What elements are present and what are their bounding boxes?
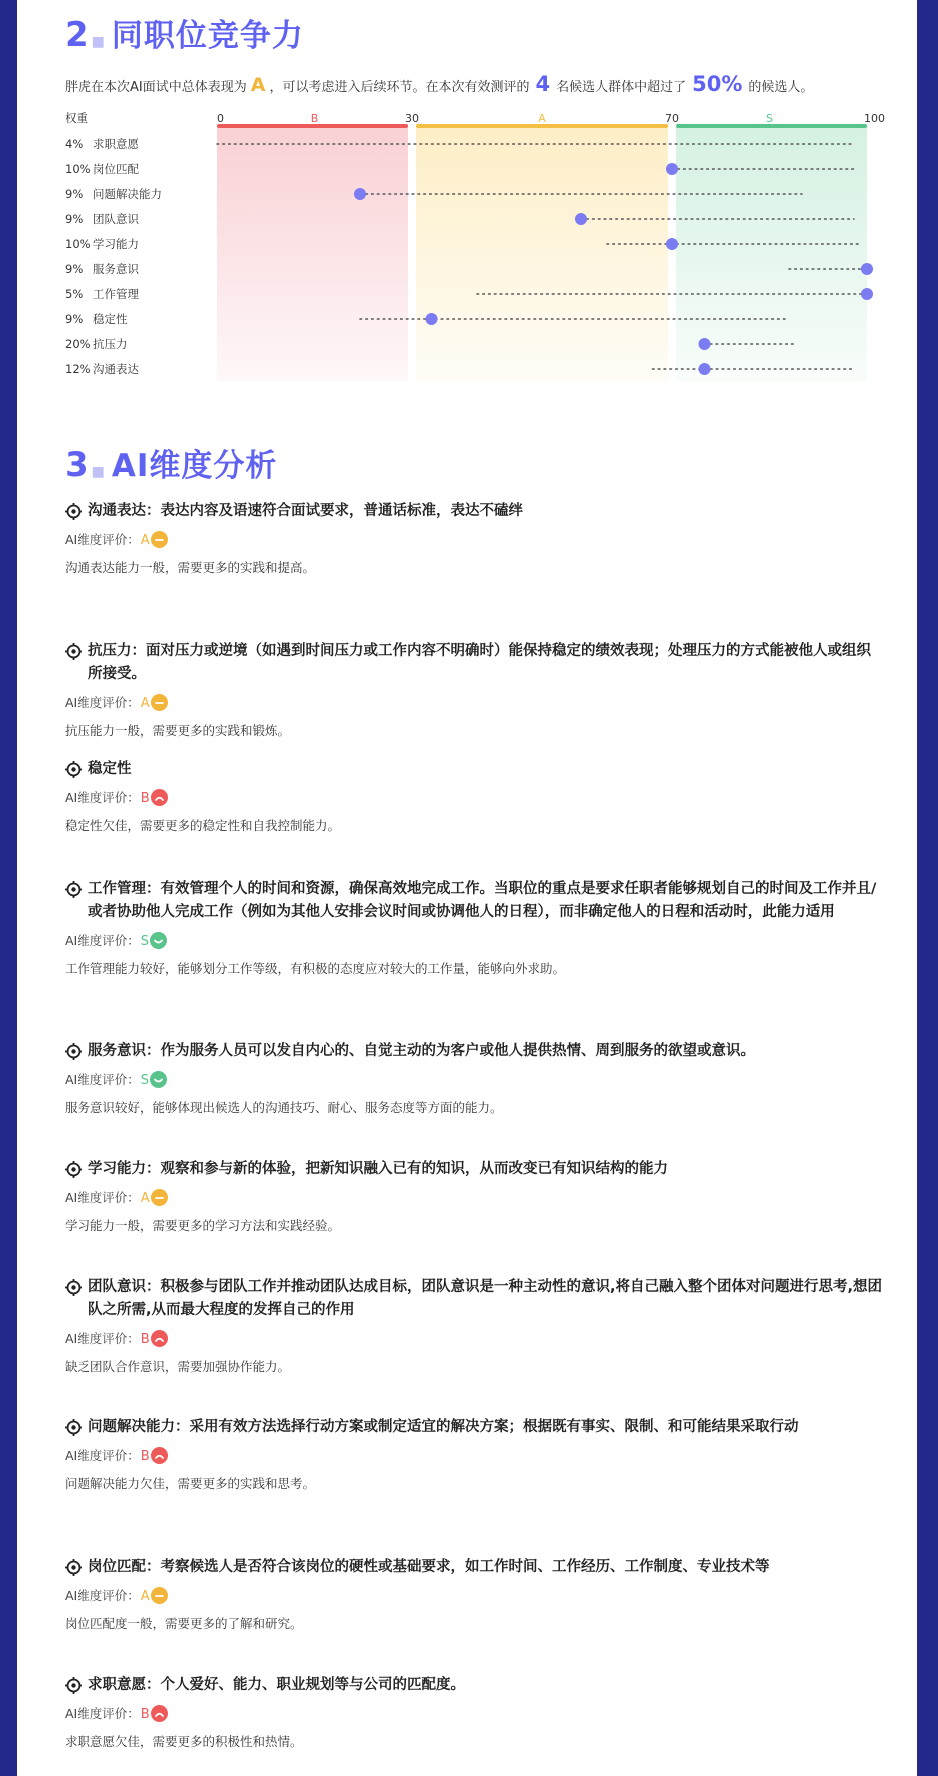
evaluation-grade: A (140, 533, 150, 548)
dimension-title (65, 1416, 885, 1439)
dimension-title-text: 抗压力：面对压力或逆境（如遇到时间压力或工作内容不明确时）能保持稳定的绩效表现；处理压力的方式能被他人或组织所接受。 (88, 643, 871, 682)
summary-text (65, 72, 813, 96)
dimension-title (65, 500, 885, 523)
target-icon (65, 1161, 82, 1178)
axis-tick-0: 0 (217, 112, 224, 125)
evaluation-label: AI维度评价： (65, 1072, 140, 1087)
evaluation-grade: B (140, 1449, 150, 1464)
grade-face-icon (151, 1587, 168, 1604)
target-icon (65, 643, 82, 660)
row-name: 服务意识 (93, 262, 139, 276)
row-score-point (354, 188, 366, 200)
weight-header: 权重 (65, 111, 88, 125)
row-score-point (666, 163, 678, 175)
row-name: 求职意愿 (93, 137, 139, 151)
row-score-point (426, 313, 438, 325)
section-2-number: 2 (65, 15, 90, 55)
dimension-card (65, 1674, 885, 1750)
dimension-title-text: 工作管理：有效管理个人的时间和资源，确保高效地完成工作。当职位的重点是要求任职者能够规划自己的时间及工作并且/或者协助他人完成工作（例如为其他人安排会议时间或协调他人的日程），而非确定他人的日程和活动时，此能力适用 (88, 881, 877, 920)
overall-grade: A (250, 74, 266, 96)
dimension-title-text: 学习能力：观察和参与新的体验，把新知识融入已有的知识，从而改变已有知识结构的能力 (88, 1161, 668, 1177)
dimension-title-text: 岗位匹配：考察候选人是否符合该岗位的硬性或基础要求，如工作时间、工作经历、工作制度、专业技术等 (88, 1559, 770, 1575)
grade-face-icon (151, 694, 168, 711)
dimension-card (65, 1040, 885, 1116)
target-icon (65, 1419, 82, 1436)
summary-part-2: ，可以考虑进入后续环节。在本次有效测评的 (269, 80, 530, 95)
dimension-evaluation (65, 531, 885, 549)
row-score-point (575, 213, 587, 225)
dimension-title (65, 1674, 885, 1697)
grade-face-icon (151, 531, 168, 548)
dimension-card (65, 1556, 885, 1632)
band-B-label: B (310, 112, 319, 125)
dimension-title-text: 稳定性 (88, 761, 132, 777)
section-3-number: 3 (65, 445, 90, 485)
axis-tick-100: 100 (864, 112, 885, 125)
row-weight: 20% (65, 337, 91, 351)
dimension-evaluation (65, 932, 885, 950)
evaluation-label: AI维度评价： (65, 1331, 140, 1346)
dimension-title (65, 1556, 885, 1579)
dimension-evaluation (65, 1071, 885, 1089)
axis-tick-30: 30 (405, 112, 419, 125)
dimension-title-text: 沟通表达：表达内容及语速符合面试要求，普通话标准，表达不磕绊 (88, 503, 523, 519)
dimension-description: 缺乏团队合作意识，需要加强协作能力。 (65, 1359, 291, 1374)
evaluation-grade: A (140, 1589, 150, 1604)
row-name: 问题解决能力 (93, 187, 162, 201)
dimension-description: 求职意愿欠佳，需要更多的积极性和热情。 (65, 1734, 303, 1749)
evaluation-label: AI维度评价： (65, 1588, 140, 1603)
competitiveness-chart (17, 106, 917, 396)
row-name: 稳定性 (93, 312, 128, 326)
evaluation-grade: B (140, 1332, 150, 1347)
band-A-background (416, 126, 668, 381)
row-weight: 5% (65, 287, 84, 301)
row-weight: 4% (65, 137, 84, 151)
dimension-description: 岗位匹配度一般，需要更多的了解和研究。 (65, 1616, 303, 1631)
dimension-evaluation (65, 789, 885, 807)
dimension-card (65, 640, 885, 739)
dimension-evaluation (65, 1189, 885, 1207)
dimension-card (65, 1158, 885, 1234)
row-name: 抗压力 (93, 337, 128, 351)
candidate-count: 4 (535, 72, 551, 96)
summary-part-3: 名候选人群体中超过了 (556, 80, 687, 95)
dimension-title (65, 1276, 885, 1322)
grade-face-icon (151, 1189, 168, 1206)
dimension-description: 抗压能力一般，需要更多的实践和锻炼。 (65, 723, 291, 738)
band-B-background (217, 126, 408, 381)
evaluation-label: AI维度评价： (65, 1706, 140, 1721)
grade-face-icon (150, 1071, 167, 1088)
dimension-title (65, 878, 885, 924)
dimension-card (65, 758, 885, 834)
evaluation-grade: B (140, 1707, 150, 1722)
target-icon (65, 503, 82, 520)
evaluation-label: AI维度评价： (65, 532, 140, 547)
summary-part-4: 的候选人。 (748, 80, 814, 95)
row-score-point (699, 363, 711, 375)
row-weight: 9% (65, 312, 84, 326)
row-name: 工作管理 (93, 287, 139, 301)
grade-face-icon (150, 932, 167, 949)
dimension-description: 学习能力一般，需要更多的学习方法和实践经验。 (65, 1218, 341, 1233)
grade-face-icon (151, 789, 168, 806)
target-icon (65, 761, 82, 778)
exceed-percent: 50% (692, 72, 743, 96)
row-weight: 10% (65, 162, 91, 176)
dimension-title (65, 640, 885, 686)
dimension-title (65, 1040, 885, 1063)
target-icon (65, 1043, 82, 1060)
dimension-title-text: 服务意识：作为服务人员可以发自内心的、自觉主动的为客户或他人提供热情、周到服务的欲望或意识。 (88, 1043, 755, 1059)
evaluation-label: AI维度评价： (65, 790, 140, 805)
dimension-evaluation (65, 694, 885, 712)
evaluation-label: AI维度评价： (65, 933, 140, 948)
axis-tick-70: 70 (665, 112, 679, 125)
row-weight: 9% (65, 187, 84, 201)
dimension-title-text: 问题解决能力：采用有效方法选择行动方案或制定适宜的解决方案；根据既有事实、限制、和可能结果采取行动 (88, 1419, 799, 1435)
dimension-title-text: 求职意愿：个人爱好、能力、职业规划等与公司的匹配度。 (88, 1677, 465, 1693)
target-icon (65, 1559, 82, 1576)
row-score-point (699, 338, 711, 350)
row-name: 沟通表达 (93, 362, 139, 376)
evaluation-grade: A (140, 1191, 150, 1206)
dimension-title (65, 1158, 885, 1181)
dimension-description: 服务意识较好，能够体现出候选人的沟通技巧、耐心、服务态度等方面的能力。 (65, 1100, 503, 1115)
row-weight: 9% (65, 262, 84, 276)
dimension-evaluation (65, 1330, 885, 1348)
row-weight: 10% (65, 237, 91, 251)
target-icon (65, 1279, 82, 1296)
evaluation-grade: A (140, 696, 150, 711)
dimension-description: 沟通表达能力一般，需要更多的实践和提高。 (65, 560, 316, 575)
row-score-point (666, 238, 678, 250)
row-score-point (861, 288, 873, 300)
grade-face-icon (151, 1447, 168, 1464)
dimension-evaluation (65, 1705, 885, 1723)
band-S-label: S (766, 112, 773, 125)
row-name: 学习能力 (93, 237, 139, 251)
dimension-evaluation (65, 1587, 885, 1605)
evaluation-grade: B (140, 791, 150, 806)
dimension-evaluation (65, 1447, 885, 1465)
section-3-heading: 3 ■ AI维度分析 (65, 445, 278, 485)
evaluation-label: AI维度评价： (65, 1448, 140, 1463)
dimension-card (65, 1276, 885, 1375)
dimension-description: 工作管理能力较好，能够划分工作等级，有积极的态度应对较大的工作量，能够向外求助。 (65, 961, 566, 976)
row-weight: 12% (65, 362, 91, 376)
dimension-title-text: 团队意识：积极参与团队工作并推动团队达成目标，团队意识是一种主动性的意识,将自己融入整个团体对问题进行思考,想团队之所需,从而最大程度的发挥自己的作用 (88, 1279, 883, 1318)
dimension-card (65, 500, 885, 576)
target-icon (65, 1677, 82, 1694)
dimension-description: 问题解决能力欠佳，需要更多的实践和思考。 (65, 1476, 316, 1491)
row-name: 岗位匹配 (93, 162, 139, 176)
dimension-card (65, 1416, 885, 1492)
dimension-title (65, 758, 885, 781)
row-score-point (861, 263, 873, 275)
dimension-description: 稳定性欠佳，需要更多的稳定性和自我控制能力。 (65, 818, 341, 833)
row-name: 团队意识 (93, 212, 139, 226)
target-icon (65, 881, 82, 898)
section-2-heading: 2 ■ 同职位竞争力 (65, 15, 304, 55)
dimension-card (65, 878, 885, 977)
summary-part-1: 胖虎在本次AI面试中总体表现为 (65, 80, 247, 95)
evaluation-grade: S (140, 1073, 150, 1088)
row-weight: 9% (65, 212, 84, 226)
grade-face-icon (151, 1705, 168, 1722)
grade-face-icon (151, 1330, 168, 1347)
evaluation-label: AI维度评价： (65, 695, 140, 710)
evaluation-grade: S (140, 934, 150, 949)
band-A-label: A (538, 112, 546, 125)
report-page (17, 0, 917, 1776)
section-3-title: AI维度分析 (111, 448, 278, 484)
section-2-title: 同职位竞争力 (111, 18, 304, 54)
evaluation-label: AI维度评价： (65, 1190, 140, 1205)
